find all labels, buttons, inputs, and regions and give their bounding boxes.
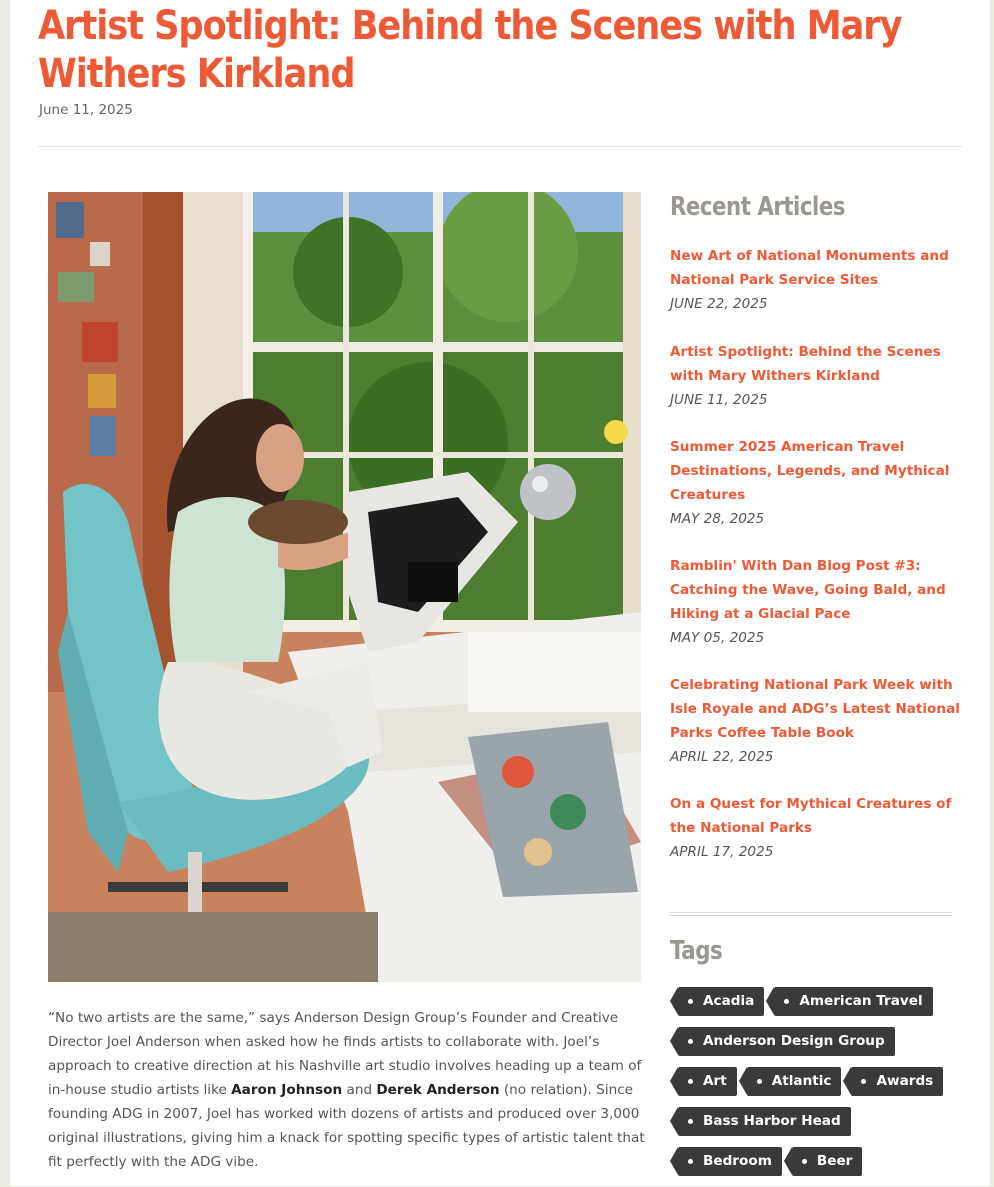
recent-article-link[interactable]: Celebrating National Park Week with Isle Royale and ADG’s Latest National Parks Coffee Table Book bbox=[670, 677, 960, 741]
recent-article-date: MAY 05, 2025 bbox=[670, 630, 765, 646]
recent-article-item bbox=[670, 792, 960, 864]
recent-article-link[interactable]: Artist Spotlight: Behind the Scenes with Mary Withers Kirkland bbox=[670, 343, 941, 384]
recent-articles-list bbox=[670, 244, 960, 864]
tag-link[interactable]: Bedroom bbox=[678, 1147, 782, 1176]
recent-article-date: APRIL 22, 2025 bbox=[670, 749, 774, 765]
recent-article-date: JUNE 22, 2025 bbox=[670, 296, 768, 312]
tag-cloud bbox=[670, 987, 960, 1187]
tag-link[interactable]: American Travel bbox=[774, 987, 932, 1016]
intro-text-1: “No two artists are the same,” says Anderson Design Group’s Founder and Creative Director Joel Anderson when asked how he finds artists to collaborate with. Joel’s approach to creative direction at his Nashville art studio involves heading up a team of in-house studio artists like bbox=[48, 1010, 642, 1098]
artist-name-derek: Derek Anderson bbox=[376, 1082, 500, 1098]
tag-link[interactable]: Anderson Design Group bbox=[678, 1027, 895, 1056]
intro-text-3: (no relation). Since founding ADG in 2007, Joel has worked with dozens of artists and produced over 3,000 original illustrations, giving him a knack for spotting specific types of artistic talent that fit perfectly with the ADG vibe. bbox=[48, 1082, 645, 1170]
tag-link[interactable]: Acadia bbox=[678, 987, 764, 1016]
sidebar-divider bbox=[670, 912, 952, 916]
header-divider bbox=[38, 146, 962, 147]
tag-link[interactable]: Bass Harbor Head bbox=[678, 1107, 851, 1136]
artist-name-aaron: Aaron Johnson bbox=[231, 1082, 343, 1098]
recent-articles-heading: Recent Articles bbox=[670, 192, 846, 222]
intro-text-2: and bbox=[342, 1082, 377, 1098]
tag-link[interactable]: Awards bbox=[851, 1067, 943, 1096]
recent-article-date: APRIL 17, 2025 bbox=[670, 844, 774, 860]
recent-article-item bbox=[670, 340, 960, 436]
tag-link[interactable]: Beer bbox=[792, 1147, 863, 1176]
tag-link[interactable]: Atlantic bbox=[747, 1067, 842, 1096]
recent-article-item bbox=[670, 244, 960, 340]
recent-article-item bbox=[670, 435, 960, 554]
tag-link[interactable]: Art bbox=[678, 1067, 737, 1096]
recent-article-link[interactable]: New Art of National Monuments and National Park Service Sites bbox=[670, 248, 949, 288]
recent-article-item bbox=[670, 673, 960, 792]
recent-article-link[interactable]: Ramblin' With Dan Blog Post #3: Catching the Wave, Going Bald, and Hiking at a Glacial Pace bbox=[670, 558, 946, 622]
recent-article-link[interactable]: On a Quest for Mythical Creatures of the National Parks bbox=[670, 796, 952, 836]
article-photo bbox=[48, 192, 641, 982]
tags-heading: Tags bbox=[670, 936, 723, 966]
recent-article-link[interactable]: Summer 2025 American Travel Destinations, Legends, and Mythical Creatures bbox=[670, 439, 950, 503]
recent-article-item bbox=[670, 554, 960, 673]
page bbox=[10, 0, 990, 1186]
post-date: June 11, 2025 bbox=[39, 102, 133, 118]
article-intro-paragraph bbox=[48, 1006, 648, 1174]
page-title: Artist Spotlight: Behind the Scenes with Mary Withers Kirkland bbox=[38, 3, 902, 97]
recent-article-date: MAY 28, 2025 bbox=[670, 511, 765, 527]
recent-article-date: JUNE 11, 2025 bbox=[670, 391, 768, 408]
